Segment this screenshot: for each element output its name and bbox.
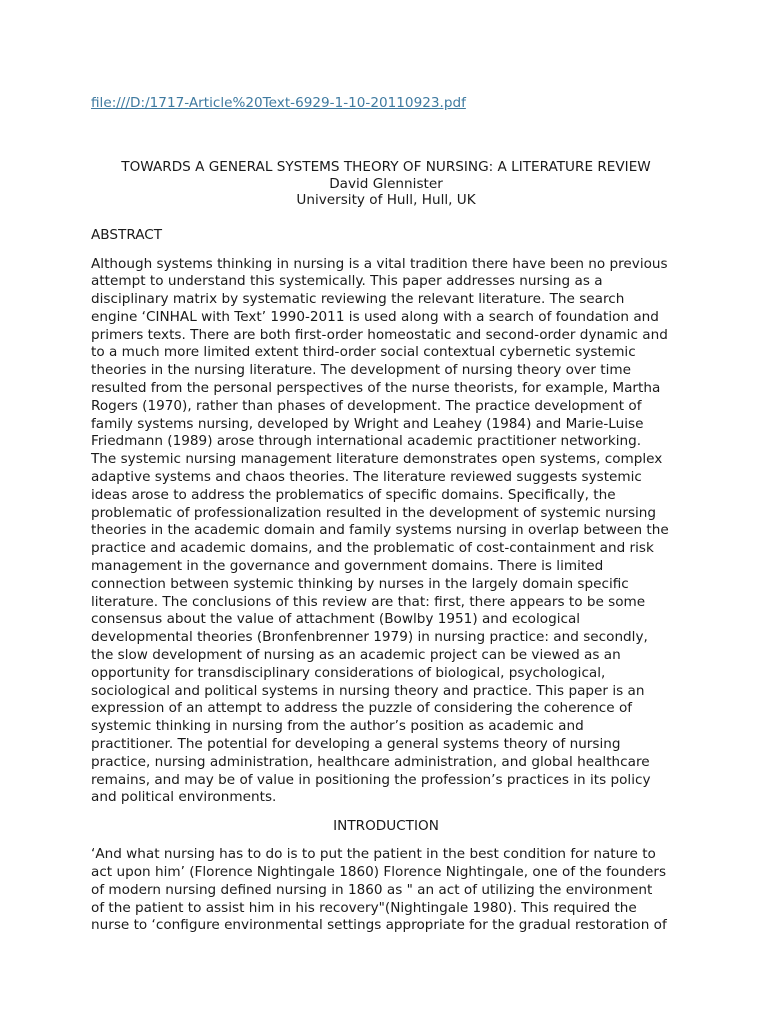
abstract-line: sociological and political systems in nursing theory and practice. This paper is an — [91, 682, 645, 699]
abstract-line: family systems nursing, developed by Wright and Leahey (1984) and Marie-Luise — [91, 415, 644, 432]
introduction-heading: INTRODUCTION — [333, 818, 439, 835]
introduction-line: of modern nursing defined nursing in 1860 as " an act of utilizing the environment — [91, 881, 653, 898]
abstract-line: Rogers (1970), rather than phases of development. The practice development of — [91, 397, 642, 414]
abstract-line: practice and academic domains, and the problematic of cost-containment and risk — [91, 540, 654, 557]
abstract-line: theories in the academic domain and family systems nursing in overlap between the — [91, 522, 669, 539]
abstract-line: practitioner. The potential for developing a general systems theory of nursing — [91, 736, 621, 753]
introduction-line: nurse to ‘configure environmental settings appropriate for the gradual restoration of — [91, 917, 667, 934]
abstract-line: connection between systemic thinking by nurses in the largely domain specific — [91, 575, 629, 592]
abstract-line: developmental theories (Bronfenbrenner 1979) in nursing practice: and secondly, — [91, 629, 648, 646]
abstract-line: Friedmann (1989) arose through international academic practitioner networking. — [91, 433, 642, 450]
abstract-line: adaptive systems and chaos theories. The literature reviewed suggests systemic — [91, 469, 642, 486]
abstract-line: to a much more limited extent third-order social contextual cybernetic systemic — [91, 344, 636, 361]
introduction-body — [91, 846, 681, 935]
abstract-line: consensus about the value of attachment (Bowlby 1951) and ecological — [91, 611, 581, 628]
abstract-line: expression of an attempt to address the puzzle of considering the coherence of — [91, 700, 633, 717]
author-name: David Glennister — [329, 175, 443, 192]
abstract-line: resulted from the personal perspectives of the nurse theorists, for example, Martha — [91, 380, 661, 397]
paper-title: TOWARDS A GENERAL SYSTEMS THEORY OF NURSING: A LITERATURE REVIEW — [121, 159, 651, 175]
abstract-line: Although systems thinking in nursing is a vital tradition there have been no previous — [91, 255, 668, 272]
abstract-heading: ABSTRACT — [91, 226, 163, 243]
abstract-line: engine ‘CINHAL with Text’ 1990-2011 is used along with a search of foundation and — [91, 308, 659, 325]
abstract-line: problematic of professionalization resulted in the development of systemic nursing — [91, 504, 657, 521]
abstract-line: systemic thinking in nursing from the author’s position as academic and — [91, 718, 584, 735]
file-path-link[interactable]: file:///D:/1717-Article%20Text-6929-1-10-20110923.pdf — [91, 95, 466, 111]
abstract-line: attempt to understand this systemically. This paper addresses nursing as a — [91, 273, 603, 290]
title-block — [91, 159, 681, 209]
abstract-line: primers texts. There are both first-order homeostatic and second-order dynamic and — [91, 326, 668, 343]
abstract-line: the slow development of nursing as an academic project can be viewed as an — [91, 647, 621, 664]
introduction-line: of the patient to assist him in his recovery"(Nightingale 1980). This required the — [91, 899, 637, 916]
abstract-body — [91, 256, 681, 808]
abstract-line: practice, nursing administration, healthcare administration, and global healthcare — [91, 753, 650, 770]
abstract-line: disciplinary matrix by systematic reviewing the relevant literature. The search — [91, 291, 625, 308]
introduction-line: ‘And what nursing has to do is to put the patient in the best condition for nature to — [91, 846, 656, 863]
abstract-line: ideas arose to address the problematics of specific domains. Specifically, the — [91, 486, 616, 503]
abstract-line: theories in the nursing literature. The development of nursing theory over time — [91, 362, 631, 379]
abstract-line: and political environments. — [91, 789, 277, 806]
abstract-line: literature. The conclusions of this review are that: first, there appears to be some — [91, 593, 646, 610]
abstract-line: The systemic nursing management literature demonstrates open systems, complex — [91, 451, 663, 468]
abstract-line: opportunity for transdisciplinary considerations of biological, psychological, — [91, 664, 606, 681]
author-affiliation: University of Hull, Hull, UK — [296, 192, 476, 208]
introduction-line: act upon him’ (Florence Nightingale 1860) Florence Nightingale, one of the founders — [91, 864, 667, 880]
document-page — [91, 92, 681, 935]
abstract-line: remains, and may be of value in positioning the profession’s practices in its policy — [91, 771, 651, 788]
abstract-line: management in the governance and government domains. There is limited — [91, 558, 604, 575]
